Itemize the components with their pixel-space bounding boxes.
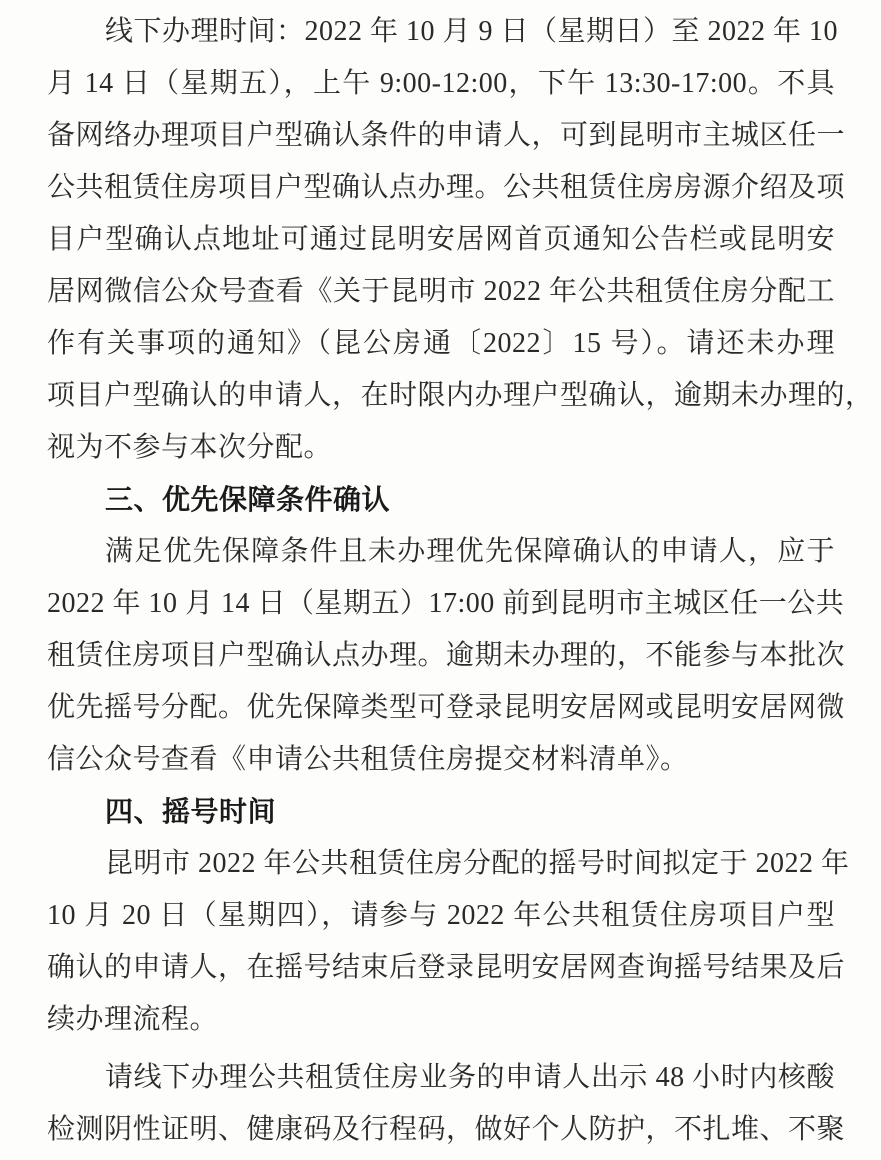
paragraph-line: 作有关事项的通知》（昆公房通〔2022〕15 号）。请还未办理 [47, 328, 835, 359]
section-heading-priority: 三、优先保障条件确认 [105, 484, 391, 515]
paragraph-line: 月 14 日（星期五），上午 9:00-12:00，下午 13:30-17:00。不具 [47, 68, 835, 99]
paragraph-line: 租赁住房项目户型确认点办理。逾期未办理的，不能参与本批次 [47, 640, 846, 671]
paragraph-line: 居网微信公众号查看《关于昆明市 2022 年公共租赁住房分配工 [47, 276, 835, 307]
paragraph-line: 视为不参与本次分配。 [47, 432, 333, 463]
paragraph-line: 项目户型确认的申请人，在时限内办理户型确认，逾期未办理的， [47, 380, 874, 411]
paragraph-line: 昆明市 2022 年公共租赁住房分配的摇号时间拟定于 2022 年 [105, 848, 850, 879]
section-heading-lottery-time: 四、摇号时间 [105, 796, 277, 827]
paragraph-line: 10 月 20 日（星期四），请参与 2022 年公共租赁住房项目户型 [47, 900, 835, 931]
paragraph-line: 备网络办理项目户型确认条件的申请人，可到昆明市主城区任一 [47, 120, 846, 151]
paragraph-line: 检测阴性证明、健康码及行程码，做好个人防护，不扎堆、不聚 [47, 1114, 846, 1145]
paragraph-line: 线下办理时间：2022 年 10 月 9 日（星期日）至 2022 年 10 [105, 16, 839, 47]
paragraph-line: 信公众号查看《申请公共租赁住房提交材料清单》。 [47, 744, 689, 775]
paragraph-line: 满足优先保障条件且未办理优先保障确认的申请人，应于 [105, 536, 835, 567]
paragraph-line: 优先摇号分配。优先保障类型可登录昆明安居网或昆明安居网微 [47, 692, 846, 723]
paragraph-line: 请线下办理公共租赁住房业务的申请人出示 48 小时内核酸 [105, 1062, 835, 1093]
paragraph-line: 2022 年 10 月 14 日（星期五）17:00 前到昆明市主城区任一公共 [47, 588, 845, 619]
paragraph-line: 目户型确认点地址可通过昆明安居网首页通知公告栏或昆明安 [47, 224, 835, 255]
paragraph-line: 确认的申请人，在摇号结束后登录昆明安居网查询摇号结果及后 [47, 952, 846, 983]
paragraph-line: 续办理流程。 [47, 1004, 219, 1035]
paragraph-line: 公共租赁住房项目户型确认点办理。公共租赁住房房源介绍及项 [47, 172, 846, 203]
